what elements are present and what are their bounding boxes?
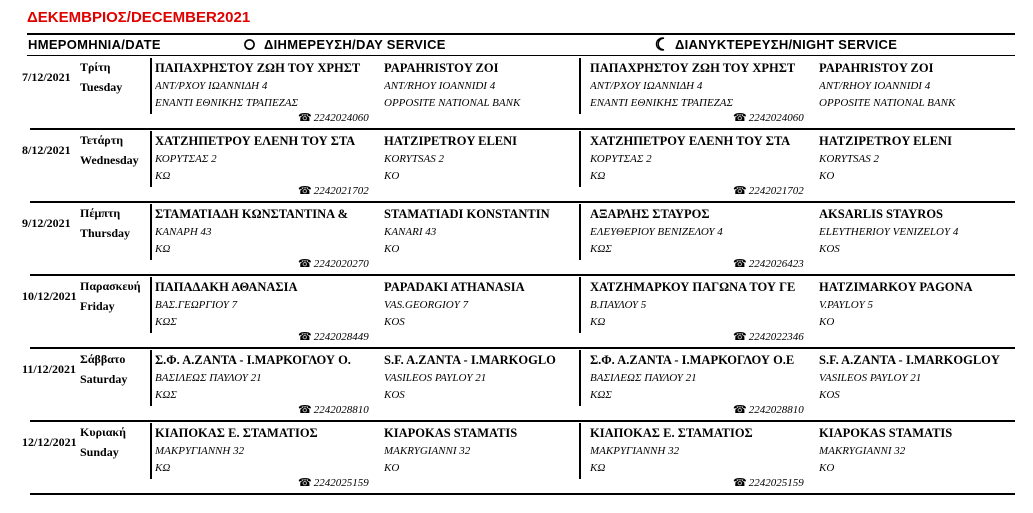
pharmacy-name: ΠΑΠΑΧΡΗΣΤΟΥ ΖΩΗ ΤΟΥ ΧΡΗΣΤ [590, 61, 796, 75]
phone-icon: ☎ [733, 331, 747, 343]
pharmacy-city: ΚΩΣ [590, 389, 612, 401]
pharmacy-name: ΠΑΠΑΔΑΚΗ ΑΘΑΝΑΣΙΑ [155, 280, 298, 294]
phone-number: 2242025159 [748, 477, 804, 489]
day-pharmacy-english [384, 131, 580, 201]
row-day-english: Saturday [80, 372, 128, 386]
row-day-english: Sunday [80, 445, 119, 459]
phone-icon: ☎ [298, 331, 312, 343]
pharmacy-address: ELEYTHERIOY VENIZELOY 4 [819, 226, 959, 238]
pharmacy-address: ΑΝΤ/ΡΧΟΥ ΙΩΑΝΝΙΔΗ 4 [155, 80, 268, 92]
pharmacy-address: ΒΑΣΙΛΕΩΣ ΠΑΥΛΟΥ 21 [155, 372, 262, 384]
row-day-english: Tuesday [80, 80, 123, 94]
day-column-divider [150, 131, 152, 187]
pharmacy-address: ΒΑΣ.ΓΕΩΡΓΙΟΥ 7 [155, 299, 238, 311]
day-pharmacy-english [384, 58, 580, 128]
pharmacy-city: KOS [819, 389, 840, 401]
phone-icon: ☎ [298, 258, 312, 270]
schedule-row [0, 131, 1033, 203]
pharmacy-address: ΚΑΝΑΡΗ 43 [155, 226, 212, 238]
pharmacy-address: KANARI 43 [384, 226, 437, 238]
day-column-divider [150, 58, 152, 114]
phone-icon: ☎ [298, 404, 312, 416]
phone-number: 2242021702 [748, 185, 804, 197]
row-day-english: Thursday [80, 226, 131, 240]
day-pharmacy-phone [298, 111, 369, 124]
pharmacy-name: PAPADAKI ATHANASIA [384, 280, 525, 294]
day-pharmacy-english [384, 204, 580, 274]
row-date: 9/12/2021 [22, 216, 71, 230]
pharmacy-address: VASILEOS PAYLOY 21 [819, 372, 922, 384]
pharmacy-name: ΠΑΠΑΧΡΗΣΤΟΥ ΖΩΗ ΤΟΥ ΧΡΗΣΤ [155, 61, 361, 75]
pharmacy-address: ΒΑΣΙΛΕΩΣ ΠΑΥΛΟΥ 21 [590, 372, 697, 384]
pharmacy-name: KIAPOKAS STAMATIS [384, 426, 518, 440]
night-pharmacy-english [819, 204, 1029, 274]
row-day-greek: Τετάρτη [80, 133, 124, 147]
pharmacy-address: Β.ΠΑΥΛΟΥ 5 [590, 299, 647, 311]
pharmacy-city: KO [384, 243, 400, 255]
row-date: 12/12/2021 [22, 435, 77, 449]
pharmacy-name: ΣΤΑΜΑΤΙΑΔΗ ΚΩΝΣΤΑΝΤΙΝΑ & [155, 207, 349, 221]
day-pharmacy-phone [298, 257, 369, 270]
row-day-greek: Πέμπτη [80, 206, 121, 220]
pharmacy-name: Σ.Φ. Α.ΖΑΝΤΑ - Ι.ΜΑΡΚΟΓΛΟΥ Ο.Ε [590, 353, 795, 367]
row-rule [30, 347, 1015, 349]
pharmacy-name: S.F. A.ZANTA - I.MARKOGLO [384, 353, 556, 367]
pharmacy-city: KOS [819, 243, 840, 255]
pharmacy-name: S.F. A.ZANTA - I.MARKOGLOY [819, 353, 1000, 367]
pharmacy-city: ΕΝΑΝΤΙ ΕΘΝΙΚΗΣ ΤΡΑΠΕΖΑΣ [590, 97, 734, 109]
schedule-row [0, 423, 1033, 495]
pharmacy-city: ΚΩ [590, 462, 606, 474]
day-pharmacy-phone [298, 184, 369, 197]
pharmacy-address: KORYTSAS 2 [819, 153, 880, 165]
night-pharmacy-phone [733, 184, 804, 197]
night-pharmacy-english [819, 277, 1029, 347]
schedule-row [0, 277, 1033, 349]
pharmacy-address: ΚΟΡΥΤΣΑΣ 2 [590, 153, 652, 165]
phone-number: 2242026423 [748, 258, 804, 270]
day-column-divider [150, 204, 152, 260]
pharmacy-city: ΚΩΣ [155, 389, 177, 401]
pharmacy-city: KO [819, 316, 835, 328]
pharmacy-name: PAPAHRISTOY ZOI [384, 61, 499, 75]
row-day-greek: Σάββατο [80, 352, 126, 366]
sun-icon [243, 38, 256, 54]
night-pharmacy-phone [733, 330, 804, 343]
pharmacy-city: KO [819, 170, 835, 182]
day-column-divider [150, 277, 152, 333]
pharmacy-city: ΚΩΣ [155, 316, 177, 328]
moon-icon [655, 37, 667, 54]
pharmacy-address: ΚΟΡΥΤΣΑΣ 2 [155, 153, 217, 165]
row-date: 7/12/2021 [22, 70, 71, 84]
schedule-row [0, 204, 1033, 276]
day-column-divider [150, 350, 152, 406]
night-pharmacy-phone [733, 476, 804, 489]
pharmacy-address: ANT/RHOY IOANNIDI 4 [384, 80, 496, 92]
pharmacy-city: ΚΩ [155, 462, 171, 474]
pharmacy-address: ΕΛΕΥΘΕΡΙΟΥ ΒΕΝΙΖΕΛΟΥ 4 [590, 226, 723, 238]
page-title: ΔΕΚΕΜΒΡΙΟΣ/DECEMBER2021 [27, 9, 251, 26]
pharmacy-name: ΧΑΤΖΗΠΕΤΡΟΥ ΕΛΕΝΗ ΤΟΥ ΣΤΑ [590, 134, 791, 148]
phone-number: 2242024060 [748, 112, 804, 124]
day-column-divider [150, 423, 152, 479]
phone-icon: ☎ [733, 477, 747, 489]
header-bottom-rule [27, 55, 1015, 56]
phone-icon: ☎ [733, 258, 747, 270]
pharmacy-city: OPPOSITE NATIONAL BANK [384, 97, 521, 109]
pharmacy-name: KIAPOKAS STAMATIS [819, 426, 953, 440]
day-pharmacy-english [384, 350, 580, 420]
row-day-english: Friday [80, 299, 115, 313]
pharmacy-address: VAS.GEORGIOY 7 [384, 299, 469, 311]
pharmacy-city: KO [384, 170, 400, 182]
pharmacy-name: ΑΞΑΡΛΗΣ ΣΤΑΥΡΟΣ [590, 207, 710, 221]
night-service-header [655, 37, 897, 54]
pharmacy-address: ANT/RHOY IOANNIDI 4 [819, 80, 931, 92]
day-pharmacy-english [384, 423, 580, 493]
pharmacy-city: ΚΩΣ [590, 243, 612, 255]
pharmacy-address: ΑΝΤ/ΡΧΟΥ ΙΩΑΝΝΙΔΗ 4 [590, 80, 703, 92]
row-day-english: Wednesday [80, 153, 139, 167]
row-rule [30, 128, 1015, 130]
pharmacy-city: ΕΝΑΝΤΙ ΕΘΝΙΚΗΣ ΤΡΑΠΕΖΑΣ [155, 97, 299, 109]
day-service-label: ΔΙΗΜΕΡΕΥΣΗ/DAY SERVICE [264, 37, 446, 52]
night-pharmacy-phone [733, 403, 804, 416]
row-date: 8/12/2021 [22, 143, 71, 157]
pharmacy-city: ΚΩ [590, 170, 606, 182]
night-pharmacy-english [819, 131, 1029, 201]
row-date: 10/12/2021 [22, 289, 77, 303]
pharmacy-city: KO [384, 462, 400, 474]
pharmacy-name: AKSARLIS STAYROS [819, 207, 944, 221]
pharmacy-city: KO [819, 462, 835, 474]
phone-number: 2242025159 [313, 477, 369, 489]
pharmacy-name: HATZIPETROY ELENI [384, 134, 518, 148]
day-pharmacy-phone [298, 403, 369, 416]
pharmacy-name: ΧΑΤΖΗΜΑΡΚΟΥ ΠΑΓΩΝΑ ΤΟΥ ΓΕ [590, 280, 796, 294]
phone-icon: ☎ [733, 112, 747, 124]
day-pharmacy-english [384, 277, 580, 347]
night-service-label: ΔΙΑΝΥΚΤΕΡΕΥΣΗ/NIGHT SERVICE [675, 37, 898, 52]
pharmacy-city: ΚΩ [155, 243, 171, 255]
phone-number: 2242022346 [748, 331, 804, 343]
pharmacy-address: KORYTSAS 2 [384, 153, 445, 165]
night-pharmacy-english [819, 350, 1029, 420]
phone-number: 2242028449 [313, 331, 369, 343]
pharmacy-address: ΜΑΚΡΥΓΙΑΝΝΗ 32 [590, 445, 680, 457]
phone-number: 2242028810 [748, 404, 804, 416]
night-pharmacy-english [819, 423, 1029, 493]
pharmacy-address: ΜΑΚΡΥΓΙΑΝΝΗ 32 [155, 445, 245, 457]
date-column-header: ΗΜΕΡΟΜΗΝΙΑ/DATE [28, 37, 161, 52]
day-pharmacy-phone [298, 476, 369, 489]
night-pharmacy-phone [733, 111, 804, 124]
phone-icon: ☎ [733, 404, 747, 416]
schedule-row [0, 350, 1033, 422]
pharmacy-name: STAMATIADI KONSTANTIN [384, 207, 550, 221]
pharmacy-address: V.PAYLOY 5 [819, 299, 874, 311]
pharmacy-name: ΚΙΑΠΟΚΑΣ Ε. ΣΤΑΜΑΤΙΟΣ [155, 426, 318, 440]
phone-icon: ☎ [298, 477, 312, 489]
phone-number: 2242028810 [313, 404, 369, 416]
day-service-header [243, 37, 446, 54]
day-pharmacy-phone [298, 330, 369, 343]
header-top-rule [27, 33, 1015, 35]
pharmacy-name: PAPAHRISTOY ZOI [819, 61, 934, 75]
night-pharmacy-phone [733, 257, 804, 270]
row-date: 11/12/2021 [22, 362, 77, 376]
pharmacy-name: HATZIMARKOY PAGONA [819, 280, 973, 294]
pharmacy-address: VASILEOS PAYLOY 21 [384, 372, 487, 384]
pharmacy-city: ΚΩ [590, 316, 606, 328]
pharmacy-city: OPPOSITE NATIONAL BANK [819, 97, 956, 109]
night-pharmacy-english [819, 58, 1029, 128]
phone-number: 2242024060 [313, 112, 369, 124]
pharmacy-city: ΚΩ [155, 170, 171, 182]
pharmacy-name: HATZIPETROY ELENI [819, 134, 953, 148]
pharmacy-name: Σ.Φ. Α.ΖΑΝΤΑ - Ι.ΜΑΡΚΟΓΛΟΥ Ο. [155, 353, 351, 367]
row-day-greek: Τρίτη [80, 60, 111, 74]
schedule-row [0, 58, 1033, 130]
pharmacy-city: KOS [384, 389, 405, 401]
pharmacy-city: KOS [384, 316, 405, 328]
phone-icon: ☎ [298, 185, 312, 197]
pharmacy-address: MAKRYGIANNI 32 [384, 445, 471, 457]
row-day-greek: Κυριακή [80, 425, 126, 439]
row-day-greek: Παρασκευή [80, 279, 141, 293]
phone-icon: ☎ [733, 185, 747, 197]
phone-icon: ☎ [298, 112, 312, 124]
phone-number: 2242020270 [313, 258, 369, 270]
row-rule [30, 420, 1015, 422]
pharmacy-address: MAKRYGIANNI 32 [819, 445, 906, 457]
row-rule [30, 274, 1015, 276]
phone-number: 2242021702 [313, 185, 369, 197]
row-rule [30, 493, 1015, 495]
pharmacy-name: ΧΑΤΖΗΠΕΤΡΟΥ ΕΛΕΝΗ ΤΟΥ ΣΤΑ [155, 134, 356, 148]
row-rule [30, 201, 1015, 203]
pharmacy-name: ΚΙΑΠΟΚΑΣ Ε. ΣΤΑΜΑΤΙΟΣ [590, 426, 753, 440]
